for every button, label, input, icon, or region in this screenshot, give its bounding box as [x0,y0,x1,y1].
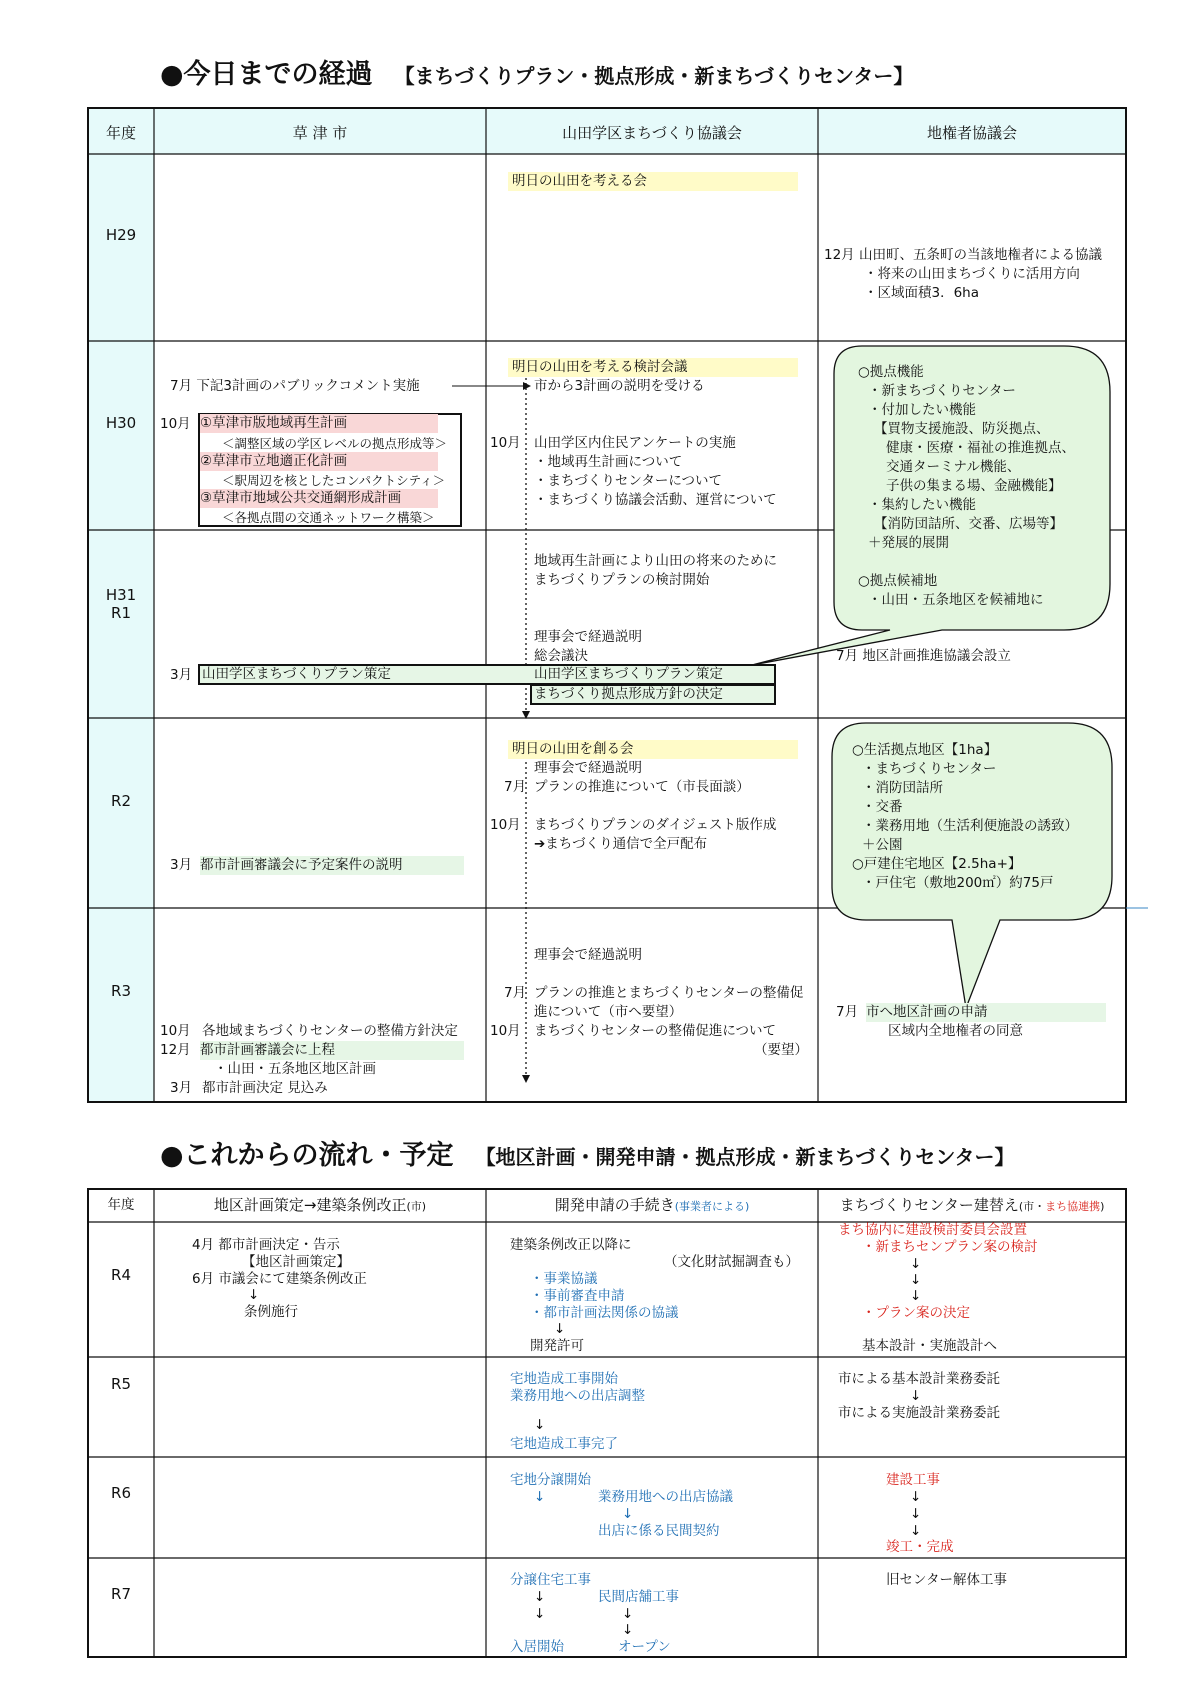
r3-promo2: 進について（市へ要望） [534,1004,683,1020]
h30-kyogikai-month: 10月 [490,435,521,451]
r1-plan-decided: 山田学区まちづくりプラン策定 [534,666,723,682]
r6-col2-line5: 出店に係る民間契約 [598,1523,720,1539]
r2-event: 明日の山田を創る会 [508,740,798,759]
r5-col2-line2: 業務用地への出店調整 [510,1388,645,1404]
t2-header-year: 年度 [107,1197,135,1213]
r4-col3-red2: ・新まちセンプラン案の検討 [862,1239,1038,1255]
section2-title [160,1133,1015,1172]
r6-col3-line1: 建設工事 [886,1472,940,1488]
t2-header-col1 [154,1194,486,1215]
r1-city-month: 3月 [170,667,193,683]
r7-col3: 旧センター解体工事 [886,1572,1007,1588]
r6-col3-arrow3: ↓ [910,1523,922,1539]
t2-header-col1-small: (市) [406,1200,427,1213]
t2-header-col3 [818,1194,1126,1215]
r5-col2-line4: 宅地造成工事完了 [510,1436,618,1452]
r6-col3-arrow1: ↓ [910,1489,922,1505]
r4-col1-line2: 【地区計画策定】 [242,1254,350,1270]
r4-col3-arrow1: ↓ [910,1256,922,1272]
h30-survey: 山田学区内住民アンケートの実施 [534,435,736,451]
r1-city-plan: 山田学区まちづくりプラン策定 [202,666,391,682]
r2-board: 理事会で経過説明 [534,760,642,776]
r2-city: 都市計画審議会に予定案件の説明 [200,856,464,875]
h29-chiken-line1: 12月 山田町、五条町の当該地権者による協議 [824,247,1102,263]
year-r3: R3 [111,982,131,1000]
year-r2: R2 [111,792,131,810]
r2-month7: 7月 [504,779,527,795]
h30-survey-item3: ・まちづくり協議会活動、運営について [534,492,777,508]
r3-city-t3: ・山田・五条地区地区計画 [214,1061,376,1077]
t2-header-col1-text: 地区計画策定→建築条例改正 [213,1196,407,1214]
h30-plan1-note: ＜調整区域の学区レベルの拠点形成等＞ [222,436,448,451]
r4-col1-line5: 条例施行 [244,1304,298,1320]
r4-col3-arrow3: ↓ [910,1288,922,1304]
h29-kyogikai-event: 明日の山田を考える会 [508,172,798,191]
r4-col3-red1: まち協内に建設検討委員会設置 [838,1222,1027,1238]
h30-plan3-note: ＜各拠点間の交通ネットワーク構築＞ [222,510,435,525]
r3-city-t1: 各地域まちづくりセンターの整備方針決定 [202,1023,458,1039]
t2-header-col3-text: まちづくりセンター建替え [839,1196,1019,1214]
bubble1-line1: ○拠点機能 [858,364,924,380]
bubble1-line10: ＋発展的展開 [868,535,949,551]
h30-kyogikai-line1: 市から3計画の説明を受ける [534,378,705,394]
r2-promo: プランの推進について（市長面談） [534,779,750,795]
t2-header-col3-small-a: (市・ [1018,1200,1046,1213]
bubble2-line8: ・戸住宅（敷地200㎡）約75戸 [862,875,1054,891]
year-r1: R1 [111,604,131,622]
h30-city-month: 10月 [160,416,191,432]
section2-subtitle: 【地区計画・開発申請・拠点形成・新まちづくりセンター】 [475,1145,1015,1169]
r2-city-month: 3月 [170,857,193,873]
r4-col2-line1: 建築条例改正以降に [510,1237,632,1253]
t2-year-r7: R7 [111,1585,131,1603]
h30-survey-item1: ・地域再生計画について [534,454,683,470]
section2-title-text: ●これからの流れ・予定 [160,1140,454,1171]
r4-col2-blue1: ・事業協議 [530,1271,598,1287]
t2-year-r6: R6 [111,1484,131,1502]
r2-month10: 10月 [490,817,521,833]
year-h30: H30 [105,414,137,432]
r2-dist: ➔まちづくり通信で全戸配布 [534,836,708,852]
section1-subtitle: 【まちづくりプラン・拠点形成・新まちづくりセンター】 [394,64,914,88]
header-year: 年度 [105,124,136,142]
r1-hub-policy: まちづくり拠点形成方針の決定 [534,686,723,702]
r4-col2-arrow: ↓ [554,1321,566,1337]
r4-col2-blue3: ・都市計画法関係の協議 [530,1305,679,1321]
r4-col2-end: 開発許可 [530,1338,584,1354]
r1-kyogikai-top2: まちづくりプランの検討開始 [534,572,710,588]
bubble1-line8: ・集約したい機能 [868,497,976,513]
bubble2-line5: ・業務用地（生活利便施設の誘致） [862,818,1078,834]
t2-header-col3-small-c: ) [1100,1200,1105,1213]
bubble1-line9: 【消防団詰所、交番、広場等】 [874,516,1063,532]
h29-chiken-line3: ・区域面積3．6ha [864,285,980,301]
r7-col2-arrow2: ↓ [534,1606,546,1622]
r3-req: まちづくりセンターの整備促進について [534,1023,777,1039]
r4-col1-arrow: ↓ [248,1287,260,1303]
r3-city-m1: 10月 [160,1023,191,1039]
header-kyogikai: 山田学区まちづくり協議会 [562,124,742,142]
r3-month7: 7月 [504,985,527,1001]
bubble1-line2: ・新まちづくりセンター [868,383,1016,399]
h30-public-comment: 7月 下記3計画のパブリックコメント実施 [170,378,420,394]
r5-col3-arrow: ↓ [910,1388,922,1404]
r3-chiken-month: 7月 [836,1004,859,1020]
year-h31: H31 [105,586,137,604]
t2-header-col2-small: (事業者による) [674,1200,750,1213]
r3-board: 理事会で経過説明 [534,947,642,963]
r3-month10: 10月 [490,1023,521,1039]
bubble2-line4: ・交番 [862,799,903,815]
h30-plan2-note: ＜駅周辺を核としたコンパクトシティ＞ [222,473,446,488]
year-h29: H29 [105,226,137,244]
h29-chiken-line2: ・将来の山田まちづくりに活用方向 [864,266,1080,282]
r3-promo1: プランの推進とまちづくりセンターの整備促 [534,985,804,1001]
bubble2-line6: ＋公園 [862,837,903,853]
r1-general-meeting: 総会議決 [534,648,588,664]
r3-req2: （要望） [754,1042,808,1058]
bubble1-line12: ○拠点候補地 [858,573,938,589]
r7-col2-arrow3: ↓ [622,1606,634,1622]
t2-header-col2-text: 開発申請の手続き [554,1196,675,1214]
r2-digest: まちづくりプランのダイジェスト版作成 [534,817,777,833]
r7-col2-line2: 民間店舗工事 [598,1589,679,1605]
r4-col1-line3: 6月 市議会にて建築条例改正 [192,1271,367,1287]
r6-col3-arrow2: ↓ [910,1506,922,1522]
r3-city-t2: 都市計画審議会に上程 [200,1041,464,1060]
bubble1-line5: 健康・医療・福祉の推進拠点、 [886,440,1075,456]
r7-col2-line4: 入居開始 [510,1639,564,1655]
section1-title-text: ●今日までの経過 [160,59,373,90]
r6-col2-arrow2: ↓ [622,1506,634,1522]
r7-col2-line5: オープン [618,1639,671,1655]
r5-col2-arrow: ↓ [534,1417,546,1433]
r1-chiken: 7月 地区計画推進協議会設立 [836,648,1011,664]
bubble1-line13: ・山田・五条地区を候補地に [868,592,1044,608]
h30-plan2: ②草津市立地適正化計画 [200,452,438,471]
r5-col3-line1: 市による基本設計業務委託 [838,1371,1000,1387]
r7-col2-line1: 分譲住宅工事 [510,1572,591,1588]
bubble2-line7: ○戸建住宅地区【2.5ha+】 [852,856,1022,872]
h30-kyogikai-event: 明日の山田を考える検討会議 [508,358,798,377]
r6-col3-line3: 竣工・完成 [886,1539,954,1555]
t2-year-r4: R4 [111,1266,131,1284]
r4-col3-end: 基本設計・実施設計へ [862,1338,997,1354]
r4-col3-arrow2: ↓ [910,1272,922,1288]
bubble1-line4: 【買物支援施設、防災拠点、 [874,421,1050,437]
t2-header-col3-small-b: まち協連携 [1045,1200,1101,1213]
t2-year-r5: R5 [111,1375,131,1393]
bubble1-line3: ・付加したい機能 [868,402,976,418]
r4-col2-line2: （文化財試掘調査も） [664,1254,799,1270]
r3-city-t4: 都市計画決定 見込み [202,1080,328,1096]
r4-col2-blue2: ・事前審査申請 [530,1288,625,1304]
r7-col2-arrow4: ↓ [622,1622,634,1638]
r3-city-m2: 12月 [160,1042,191,1058]
bubble2-line1: ○生活拠点地区【1ha】 [852,742,998,758]
h30-survey-item2: ・まちづくりセンターについて [534,473,723,489]
r4-col1-line1: 4月 都市計画決定・告示 [192,1237,340,1253]
year-h31-r1 [88,586,154,622]
r1-board: 理事会で経過説明 [534,629,642,645]
r3-chiken1: 市へ地区計画の申請 [866,1003,1106,1022]
header-city: 草 津 市 [292,124,348,142]
h30-plan3: ③草津市地域公共交通網形成計画 [200,489,438,508]
r6-col2-arrow1: ↓ [534,1489,546,1505]
bubble1-line7: 子供の集まる場、金融機能】 [886,478,1062,494]
r4-col3-red3: ・プラン案の決定 [862,1305,970,1321]
bubble1-line6: 交通ターミナル機能、 [886,459,1021,475]
h30-plan1: ①草津市版地域再生計画 [200,414,438,433]
r7-col2-arrow1: ↓ [534,1589,546,1605]
r6-col2-line3: 業務用地への出店協議 [598,1489,733,1505]
r5-col3-line3: 市による実施設計業務委託 [838,1405,1000,1421]
r1-kyogikai-top1: 地域再生計画により山田の将来のために [534,553,777,569]
bubble2-line3: ・消防団詰所 [862,780,943,796]
r3-chiken2: 区域内全地権者の同意 [888,1023,1023,1039]
r5-col2-line1: 宅地造成工事開始 [510,1371,618,1387]
bubble2-line2: ・まちづくりセンター [862,761,997,777]
r3-city-m4: 3月 [170,1080,193,1096]
t2-header-col2 [486,1194,818,1215]
header-chiken: 地権者協議会 [926,124,1017,142]
r6-col2-line1: 宅地分譲開始 [510,1472,591,1488]
